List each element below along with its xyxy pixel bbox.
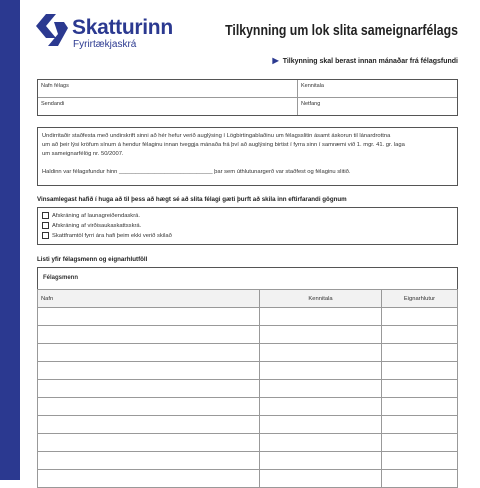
- id-cell[interactable]: [260, 416, 382, 434]
- share-cell[interactable]: [382, 344, 458, 362]
- name-cell[interactable]: [38, 344, 260, 362]
- column-header-name: Nafn: [38, 290, 260, 308]
- share-cell[interactable]: [382, 362, 458, 380]
- name-cell[interactable]: [38, 308, 260, 326]
- members-section-title: Listi yfir félagsmenn og eignarhlutföll: [37, 256, 148, 263]
- share-cell[interactable]: [382, 380, 458, 398]
- share-cell[interactable]: [382, 308, 458, 326]
- instruction-text: Tilkynning skal berast innan mánaðar frá félagsfundi: [282, 58, 458, 65]
- members-header: Félagsmenn: [43, 275, 79, 281]
- share-cell[interactable]: [382, 398, 458, 416]
- checklist-item-label: Afskráning af virðisaukaskattsskrá.: [52, 223, 142, 230]
- name-cell[interactable]: [38, 326, 260, 344]
- table-row[interactable]: [38, 434, 458, 452]
- table-row[interactable]: [38, 326, 458, 344]
- form-instruction: [273, 56, 458, 65]
- share-cell[interactable]: [382, 470, 458, 488]
- id-cell[interactable]: [260, 434, 382, 452]
- table-row[interactable]: [38, 362, 458, 380]
- checkbox[interactable]: [42, 232, 49, 239]
- name-cell[interactable]: [38, 398, 260, 416]
- share-cell[interactable]: [382, 452, 458, 470]
- brand-subtitle: Fyrirtækjaskrá: [73, 39, 137, 50]
- members-header-box: [37, 267, 458, 290]
- table-row[interactable]: [38, 344, 458, 362]
- arrow-right-icon: ▶: [272, 56, 279, 65]
- column-header-id: Kennitala: [260, 290, 382, 308]
- checklist-item[interactable]: [42, 222, 141, 231]
- declaration-line-3: um sameignarfélög nr. 50/2007.: [42, 151, 124, 157]
- share-cell[interactable]: [382, 434, 458, 452]
- form-title: Tilkynning um lok slita sameignarfélags: [225, 22, 458, 39]
- checklist-item[interactable]: [42, 212, 140, 221]
- brand-name: Skatturinn: [72, 16, 173, 39]
- logo: [34, 12, 174, 52]
- id-cell[interactable]: [260, 344, 382, 362]
- meeting-line: [42, 168, 453, 177]
- checklist-item-label: Skattframtöl fyrri ára hafi þeim ekki verið skilað: [52, 233, 172, 240]
- id-cell[interactable]: [260, 398, 382, 416]
- checkbox[interactable]: [42, 212, 49, 219]
- company-name-field[interactable]: Nafn félags: [41, 83, 69, 89]
- id-cell[interactable]: [260, 452, 382, 470]
- name-cell[interactable]: [38, 362, 260, 380]
- meeting-date-input[interactable]: _____________________________: [119, 169, 213, 175]
- name-cell[interactable]: [38, 452, 260, 470]
- members-table: [37, 289, 458, 488]
- share-cell[interactable]: [382, 416, 458, 434]
- sender-field[interactable]: Sendandi: [41, 101, 65, 107]
- meeting-prefix: Haldinn var félagsfundur hinn: [42, 169, 118, 175]
- table-row[interactable]: [38, 308, 458, 326]
- id-cell[interactable]: [260, 308, 382, 326]
- share-cell[interactable]: [382, 326, 458, 344]
- table-row[interactable]: [38, 380, 458, 398]
- table-row[interactable]: [38, 470, 458, 488]
- company-info-box: [37, 79, 458, 116]
- skatturinn-logo-icon: [34, 12, 70, 48]
- table-row[interactable]: [38, 452, 458, 470]
- name-cell[interactable]: [38, 470, 260, 488]
- name-cell[interactable]: [38, 380, 260, 398]
- name-cell[interactable]: [38, 416, 260, 434]
- id-cell[interactable]: [260, 362, 382, 380]
- column-header-share: Eignarhlutur: [382, 290, 458, 308]
- declaration-box: [37, 127, 458, 186]
- declaration-line-1: Undirritaðir staðfesta með undirskrift sinni að hér hefur verið auglýsing í Lögbirtingablaðinu um félagsslitin ásamt áskorun til lánardrottna: [42, 133, 391, 139]
- id-cell[interactable]: [260, 326, 382, 344]
- table-row[interactable]: [38, 398, 458, 416]
- declaration-line-2: um að þeir lýsi kröfum sínum á hendur félaginu innan tveggja mánaða frá því að auglýsing birtist í fyrra sinn í samræmi við 1. mgr. 41. gr. laga: [42, 142, 405, 148]
- id-cell[interactable]: [260, 470, 382, 488]
- email-field[interactable]: Netfang: [301, 101, 321, 107]
- table-row[interactable]: [38, 416, 458, 434]
- id-cell[interactable]: [260, 380, 382, 398]
- checklist-item-label: Afskráning af launagreiðendaskrá.: [52, 213, 140, 220]
- name-cell[interactable]: [38, 434, 260, 452]
- company-id-field[interactable]: Kennitala: [301, 83, 324, 89]
- meeting-suffix: þar sem úthlutunargerð var staðfest og félaginu slitið.: [214, 169, 351, 175]
- left-brand-bar: [0, 0, 20, 480]
- checkbox[interactable]: [42, 222, 49, 229]
- checklist-item[interactable]: [42, 232, 172, 241]
- checklist-title: Vinsamlegast hafið í huga að til þess að hægt sé að slita félagi gæti þurft að skila inn eftirfarandi gögnum: [37, 196, 347, 203]
- table-header-row: [38, 290, 458, 308]
